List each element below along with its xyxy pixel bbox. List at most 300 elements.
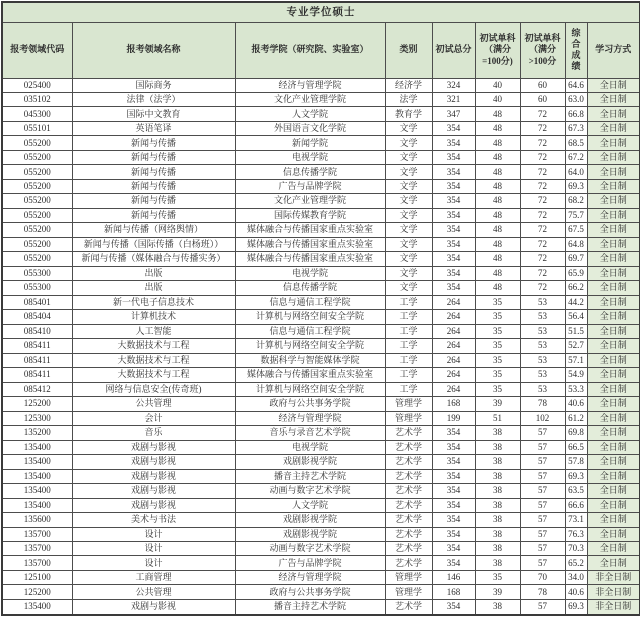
cell-sub100: 35 <box>475 368 520 382</box>
cell-subover100: 57 <box>520 599 565 615</box>
cell-composite: 69.3 <box>565 179 587 193</box>
table-row <box>2 411 640 425</box>
cell-code: 135400 <box>2 440 72 454</box>
table-row <box>2 121 640 135</box>
cell-total: 354 <box>432 281 475 295</box>
cell-total: 264 <box>432 295 475 309</box>
cell-composite: 68.2 <box>565 194 587 208</box>
cell-college: 音乐与录音艺术学院 <box>235 426 385 440</box>
cell-name: 新闻与传播 <box>72 208 235 222</box>
cell-code: 135400 <box>2 599 72 615</box>
cell-subover100: 57 <box>520 484 565 498</box>
cell-category: 工学 <box>385 353 432 367</box>
cell-total: 354 <box>432 194 475 208</box>
cell-total: 354 <box>432 136 475 150</box>
cell-college: 信息传播学院 <box>235 165 385 179</box>
cell-composite: 76.3 <box>565 527 587 541</box>
cell-college: 外国语言文化学院 <box>235 121 385 135</box>
cell-code: 135700 <box>2 542 72 556</box>
cell-college: 电视学院 <box>235 266 385 280</box>
table-row <box>2 295 640 309</box>
cell-mode: 全日制 <box>587 194 640 208</box>
cell-category: 管理学 <box>385 397 432 411</box>
cell-sub100: 51 <box>475 411 520 425</box>
cell-category: 工学 <box>385 310 432 324</box>
cell-category: 艺术学 <box>385 440 432 454</box>
cell-code: 135700 <box>2 556 72 570</box>
cell-sub100: 38 <box>475 527 520 541</box>
cell-mode: 全日制 <box>587 107 640 121</box>
table-row <box>2 426 640 440</box>
cell-subover100: 57 <box>520 469 565 483</box>
cell-college: 信息与通信工程学院 <box>235 295 385 309</box>
cell-composite: 52.7 <box>565 339 587 353</box>
cell-composite: 75.7 <box>565 208 587 222</box>
cell-composite: 70.3 <box>565 542 587 556</box>
cell-subover100: 57 <box>520 426 565 440</box>
cell-code: 055200 <box>2 208 72 222</box>
cell-subover100: 72 <box>520 150 565 164</box>
cell-category: 文学 <box>385 223 432 237</box>
cell-composite: 61.2 <box>565 411 587 425</box>
cell-college: 经济与管理学院 <box>235 570 385 584</box>
table-row <box>2 368 640 382</box>
column-header-row <box>2 22 640 78</box>
cell-subover100: 57 <box>520 527 565 541</box>
cell-sub100: 48 <box>475 150 520 164</box>
cell-mode: 全日制 <box>587 223 640 237</box>
cell-total: 264 <box>432 324 475 338</box>
cell-mode: 全日制 <box>587 92 640 106</box>
cell-mode: 全日制 <box>587 397 640 411</box>
column-header-category: 类别 <box>385 22 432 78</box>
cell-mode: 全日制 <box>587 469 640 483</box>
cell-composite: 63.5 <box>565 484 587 498</box>
cell-composite: 57.1 <box>565 353 587 367</box>
cell-category: 文学 <box>385 165 432 179</box>
cell-mode: 全日制 <box>587 498 640 512</box>
cell-subover100: 72 <box>520 223 565 237</box>
cell-total: 324 <box>432 78 475 92</box>
cell-mode: 全日制 <box>587 527 640 541</box>
cell-code: 085401 <box>2 295 72 309</box>
cell-total: 354 <box>432 179 475 193</box>
table-row <box>2 455 640 469</box>
cell-composite: 69.3 <box>565 469 587 483</box>
cell-sub100: 48 <box>475 165 520 179</box>
cell-code: 125300 <box>2 411 72 425</box>
cell-code: 055300 <box>2 281 72 295</box>
cell-code: 055101 <box>2 121 72 135</box>
cell-subover100: 53 <box>520 368 565 382</box>
cell-category: 文学 <box>385 252 432 266</box>
cell-college: 政府与公共事务学院 <box>235 397 385 411</box>
cell-mode: 全日制 <box>587 252 640 266</box>
cell-college: 计算机与网络空间安全学院 <box>235 382 385 396</box>
cell-code: 135200 <box>2 426 72 440</box>
cell-code: 135700 <box>2 527 72 541</box>
cell-code: 055200 <box>2 136 72 150</box>
cell-category: 文学 <box>385 121 432 135</box>
cell-code: 085411 <box>2 353 72 367</box>
cell-subover100: 72 <box>520 237 565 251</box>
cell-mode: 非全日制 <box>587 570 640 584</box>
table-row <box>2 556 640 570</box>
cell-sub100: 35 <box>475 382 520 396</box>
table-row <box>2 194 640 208</box>
cell-mode: 全日制 <box>587 266 640 280</box>
cell-composite: 66.6 <box>565 498 587 512</box>
cell-total: 354 <box>432 252 475 266</box>
cell-college: 信息传播学院 <box>235 281 385 295</box>
cell-subover100: 53 <box>520 295 565 309</box>
cell-composite: 51.5 <box>565 324 587 338</box>
table-row <box>2 585 640 599</box>
cell-composite: 40.6 <box>565 397 587 411</box>
cell-mode: 全日制 <box>587 324 640 338</box>
cell-name: 网络与信息安全(传奇班) <box>72 382 235 396</box>
cell-college: 戏剧影视学院 <box>235 455 385 469</box>
column-header-mode: 学习方式 <box>587 22 640 78</box>
cell-sub100: 38 <box>475 455 520 469</box>
cell-code: 085410 <box>2 324 72 338</box>
cell-mode: 全日制 <box>587 78 640 92</box>
cell-name: 新闻与传播 <box>72 179 235 193</box>
cell-composite: 44.2 <box>565 295 587 309</box>
cell-name: 戏剧与影视 <box>72 484 235 498</box>
cell-code: 055200 <box>2 223 72 237</box>
table-row <box>2 570 640 584</box>
cell-mode: 非全日制 <box>587 599 640 615</box>
cell-college: 经济与管理学院 <box>235 411 385 425</box>
cell-college: 播音主持艺术学院 <box>235 469 385 483</box>
cell-category: 艺术学 <box>385 527 432 541</box>
cell-total: 354 <box>432 542 475 556</box>
cell-college: 计算机与网络空间安全学院 <box>235 339 385 353</box>
cell-code: 055200 <box>2 237 72 251</box>
cell-subover100: 70 <box>520 570 565 584</box>
cell-sub100: 35 <box>475 353 520 367</box>
cell-college: 人文学院 <box>235 107 385 121</box>
cell-category: 教育学 <box>385 107 432 121</box>
cell-subover100: 60 <box>520 92 565 106</box>
cell-sub100: 38 <box>475 599 520 615</box>
cell-name: 人工智能 <box>72 324 235 338</box>
cell-college: 媒体融合与传播国家重点实验室 <box>235 223 385 237</box>
cell-total: 168 <box>432 397 475 411</box>
cell-total: 264 <box>432 382 475 396</box>
table-row <box>2 237 640 251</box>
cell-category: 文学 <box>385 150 432 164</box>
table-row <box>2 382 640 396</box>
cell-code: 025400 <box>2 78 72 92</box>
cell-sub100: 35 <box>475 570 520 584</box>
cell-college: 人文学院 <box>235 498 385 512</box>
cell-sub100: 38 <box>475 542 520 556</box>
cell-mode: 非全日制 <box>587 585 640 599</box>
cell-composite: 67.2 <box>565 150 587 164</box>
cell-college: 戏剧影视学院 <box>235 527 385 541</box>
table-row <box>2 469 640 483</box>
cell-composite: 73.1 <box>565 513 587 527</box>
cell-mode: 全日制 <box>587 295 640 309</box>
cell-composite: 68.5 <box>565 136 587 150</box>
table-row <box>2 150 640 164</box>
table-row <box>2 92 640 106</box>
cell-composite: 66.2 <box>565 281 587 295</box>
cell-subover100: 60 <box>520 78 565 92</box>
cell-mode: 全日制 <box>587 136 640 150</box>
cell-category: 工学 <box>385 339 432 353</box>
cell-mode: 全日制 <box>587 281 640 295</box>
cell-sub100: 39 <box>475 585 520 599</box>
cell-composite: 34.0 <box>565 570 587 584</box>
cell-subover100: 53 <box>520 353 565 367</box>
table-row <box>2 339 640 353</box>
cell-name: 法律（法学） <box>72 92 235 106</box>
cell-name: 英语笔译 <box>72 121 235 135</box>
cell-subover100: 57 <box>520 498 565 512</box>
cell-category: 管理学 <box>385 570 432 584</box>
cell-mode: 全日制 <box>587 339 640 353</box>
cell-composite: 65.9 <box>565 266 587 280</box>
cell-name: 新闻与传播 <box>72 150 235 164</box>
cell-composite: 63.0 <box>565 92 587 106</box>
cell-category: 管理学 <box>385 411 432 425</box>
cell-sub100: 48 <box>475 208 520 222</box>
table-row <box>2 252 640 266</box>
cell-category: 艺术学 <box>385 469 432 483</box>
cell-code: 035102 <box>2 92 72 106</box>
cell-total: 354 <box>432 440 475 454</box>
column-header-sub100: 初试单科（满分=100分) <box>475 22 520 78</box>
cell-name: 出版 <box>72 266 235 280</box>
cell-total: 354 <box>432 556 475 570</box>
cell-college: 文化产业管理学院 <box>235 92 385 106</box>
cell-total: 354 <box>432 150 475 164</box>
cell-total: 321 <box>432 92 475 106</box>
cell-sub100: 38 <box>475 498 520 512</box>
table-row <box>2 440 640 454</box>
cell-subover100: 57 <box>520 542 565 556</box>
cell-category: 工学 <box>385 324 432 338</box>
table-body <box>2 78 640 615</box>
cell-college: 电视学院 <box>235 150 385 164</box>
cell-college: 广告与品牌学院 <box>235 179 385 193</box>
cell-sub100: 38 <box>475 513 520 527</box>
cell-subover100: 53 <box>520 339 565 353</box>
cell-name: 戏剧与影视 <box>72 440 235 454</box>
cell-college: 计算机与网络空间安全学院 <box>235 310 385 324</box>
cell-sub100: 48 <box>475 281 520 295</box>
cell-name: 新闻与传播（媒体融合与传播实务） <box>72 252 235 266</box>
cell-mode: 全日制 <box>587 353 640 367</box>
cell-code: 135400 <box>2 498 72 512</box>
cell-code: 085411 <box>2 368 72 382</box>
table-row <box>2 107 640 121</box>
cell-subover100: 57 <box>520 440 565 454</box>
cell-total: 264 <box>432 368 475 382</box>
cell-code: 055200 <box>2 165 72 179</box>
cell-category: 文学 <box>385 281 432 295</box>
cell-composite: 66.8 <box>565 107 587 121</box>
cell-category: 经济学 <box>385 78 432 92</box>
column-header-code: 报考领域代码 <box>2 22 72 78</box>
cell-mode: 全日制 <box>587 368 640 382</box>
column-header-name: 报考领域名称 <box>72 22 235 78</box>
cell-subover100: 72 <box>520 179 565 193</box>
cell-total: 264 <box>432 310 475 324</box>
cell-sub100: 35 <box>475 310 520 324</box>
cell-subover100: 72 <box>520 252 565 266</box>
cell-category: 文学 <box>385 136 432 150</box>
cell-subover100: 57 <box>520 556 565 570</box>
cell-sub100: 48 <box>475 223 520 237</box>
cell-total: 354 <box>432 455 475 469</box>
cell-total: 354 <box>432 469 475 483</box>
cell-name: 出版 <box>72 281 235 295</box>
cell-name: 国际中文教育 <box>72 107 235 121</box>
column-header-subover100: 初试单科（满分>100分 <box>520 22 565 78</box>
cell-college: 动画与数字艺术学院 <box>235 484 385 498</box>
cell-composite: 67.5 <box>565 223 587 237</box>
cell-mode: 全日制 <box>587 310 640 324</box>
cell-total: 354 <box>432 223 475 237</box>
cell-sub100: 40 <box>475 78 520 92</box>
cell-subover100: 72 <box>520 107 565 121</box>
cell-composite: 54.9 <box>565 368 587 382</box>
cell-category: 工学 <box>385 368 432 382</box>
cell-total: 354 <box>432 498 475 512</box>
cell-total: 354 <box>432 237 475 251</box>
cell-category: 艺术学 <box>385 513 432 527</box>
cell-category: 艺术学 <box>385 426 432 440</box>
cell-mode: 全日制 <box>587 121 640 135</box>
cell-college: 电视学院 <box>235 440 385 454</box>
table-row <box>2 324 640 338</box>
cell-subover100: 72 <box>520 194 565 208</box>
cell-subover100: 102 <box>520 411 565 425</box>
cell-sub100: 48 <box>475 252 520 266</box>
cell-category: 管理学 <box>385 585 432 599</box>
table-row <box>2 281 640 295</box>
cell-composite: 65.2 <box>565 556 587 570</box>
cell-code: 055200 <box>2 150 72 164</box>
cell-composite: 64.6 <box>565 78 587 92</box>
cell-category: 文学 <box>385 208 432 222</box>
cell-subover100: 53 <box>520 324 565 338</box>
cell-category: 工学 <box>385 382 432 396</box>
cell-sub100: 35 <box>475 324 520 338</box>
cell-name: 公共管理 <box>72 397 235 411</box>
cell-sub100: 38 <box>475 484 520 498</box>
cell-mode: 全日制 <box>587 411 640 425</box>
table-row <box>2 527 640 541</box>
cell-mode: 全日制 <box>587 556 640 570</box>
cell-name: 设计 <box>72 542 235 556</box>
cell-mode: 全日制 <box>587 542 640 556</box>
cell-college: 媒体融合与传播国家重点实验室 <box>235 368 385 382</box>
cell-composite: 56.4 <box>565 310 587 324</box>
cell-mode: 全日制 <box>587 426 640 440</box>
cell-code: 085404 <box>2 310 72 324</box>
cell-college: 信息与通信工程学院 <box>235 324 385 338</box>
table-title-row <box>2 2 640 22</box>
cell-college: 动画与数字艺术学院 <box>235 542 385 556</box>
cell-subover100: 72 <box>520 165 565 179</box>
table-row <box>2 353 640 367</box>
cell-category: 艺术学 <box>385 599 432 615</box>
cell-composite: 66.5 <box>565 440 587 454</box>
table-row <box>2 136 640 150</box>
cell-code: 125100 <box>2 570 72 584</box>
cell-name: 戏剧与影视 <box>72 469 235 483</box>
cell-code: 055200 <box>2 194 72 208</box>
cell-total: 354 <box>432 208 475 222</box>
table-row <box>2 179 640 193</box>
cell-name: 计算机技术 <box>72 310 235 324</box>
cell-total: 354 <box>432 599 475 615</box>
cell-sub100: 38 <box>475 469 520 483</box>
cell-code: 135400 <box>2 484 72 498</box>
cell-college: 媒体融合与传播国家重点实验室 <box>235 237 385 251</box>
cell-name: 大数据技术与工程 <box>72 339 235 353</box>
cell-sub100: 48 <box>475 121 520 135</box>
cell-composite: 57.8 <box>565 455 587 469</box>
cell-total: 146 <box>432 570 475 584</box>
cell-name: 会计 <box>72 411 235 425</box>
cell-category: 文学 <box>385 266 432 280</box>
cell-college: 广告与品牌学院 <box>235 556 385 570</box>
cell-code: 055200 <box>2 252 72 266</box>
cell-subover100: 72 <box>520 208 565 222</box>
column-header-college: 报考学院（研究院、实验室） <box>235 22 385 78</box>
table-row <box>2 397 640 411</box>
cell-mode: 全日制 <box>587 179 640 193</box>
cell-name: 公共管理 <box>72 585 235 599</box>
cell-name: 戏剧与影视 <box>72 455 235 469</box>
cell-subover100: 57 <box>520 455 565 469</box>
cell-name: 大数据技术与工程 <box>72 368 235 382</box>
cell-total: 347 <box>432 107 475 121</box>
cell-sub100: 35 <box>475 339 520 353</box>
table-row <box>2 165 640 179</box>
table-row <box>2 208 640 222</box>
cell-total: 354 <box>432 484 475 498</box>
cell-college: 数据科学与智能媒体学院 <box>235 353 385 367</box>
table-row <box>2 266 640 280</box>
cell-sub100: 40 <box>475 92 520 106</box>
cell-name: 设计 <box>72 527 235 541</box>
cell-name: 大数据技术与工程 <box>72 353 235 367</box>
cell-code: 085411 <box>2 339 72 353</box>
cell-category: 文学 <box>385 237 432 251</box>
cell-subover100: 72 <box>520 266 565 280</box>
cell-college: 媒体融合与传播国家重点实验室 <box>235 252 385 266</box>
cell-composite: 64.0 <box>565 165 587 179</box>
cell-code: 085412 <box>2 382 72 396</box>
cell-subover100: 78 <box>520 397 565 411</box>
column-header-total: 初试总分 <box>432 22 475 78</box>
cell-name: 新一代电子信息技术 <box>72 295 235 309</box>
table-row <box>2 484 640 498</box>
cell-total: 354 <box>432 121 475 135</box>
cell-code: 125200 <box>2 397 72 411</box>
cell-total: 199 <box>432 411 475 425</box>
cell-name: 戏剧与影视 <box>72 498 235 512</box>
cell-composite: 67.3 <box>565 121 587 135</box>
cell-subover100: 72 <box>520 121 565 135</box>
